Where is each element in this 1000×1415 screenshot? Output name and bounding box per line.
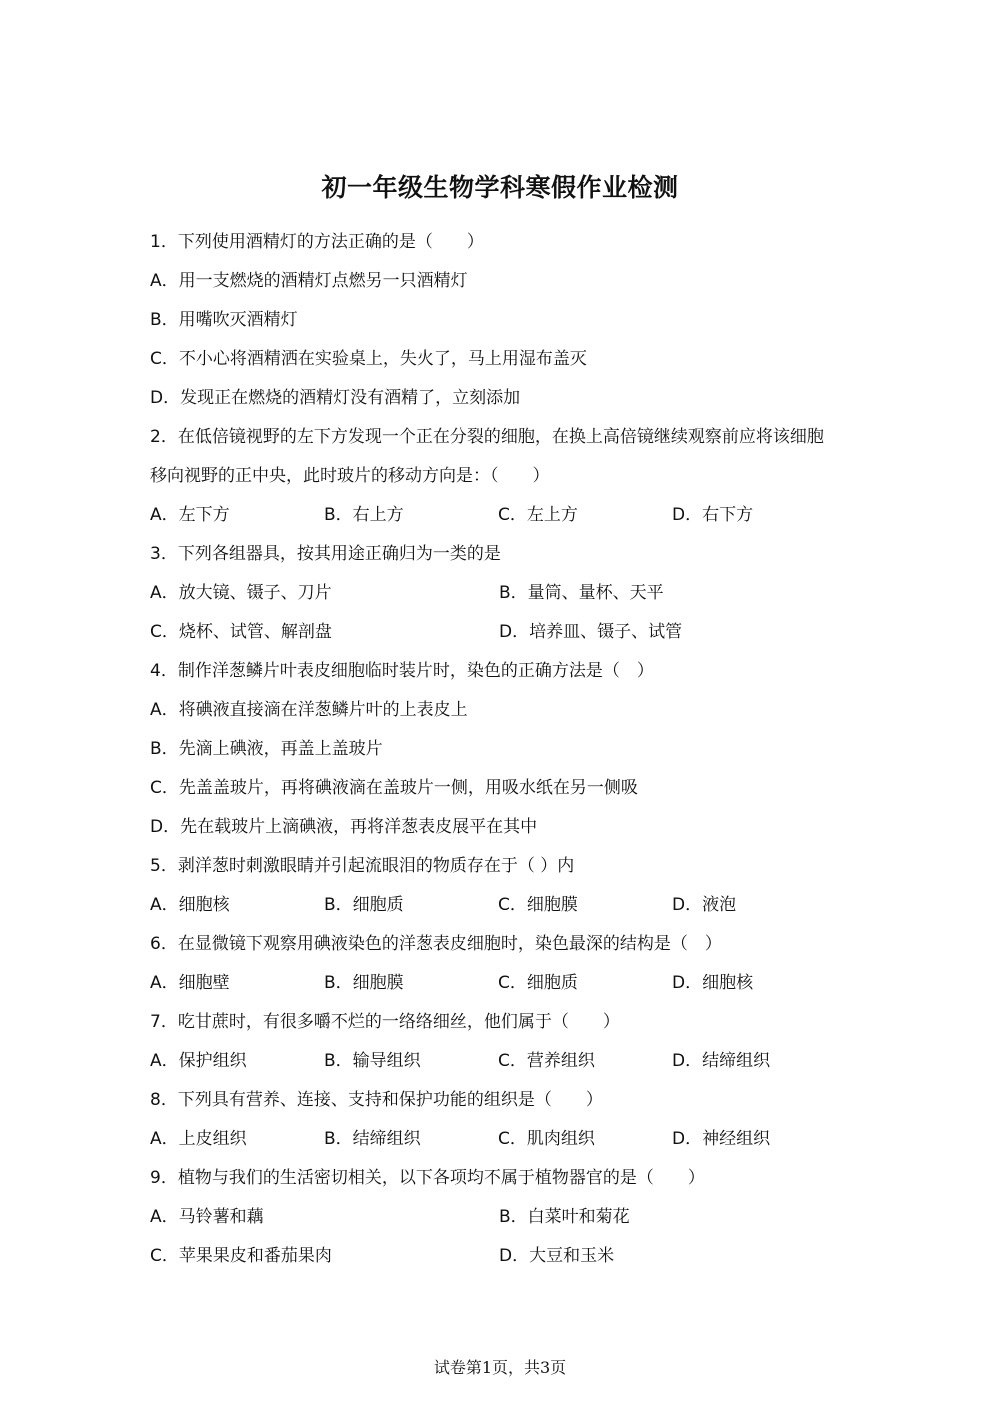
question-6-option-c: C．细胞质: [498, 973, 578, 993]
question-9-options-row-2: [150, 1243, 870, 1282]
question-3-option-a: A．放大镜、镊子、刀片: [150, 583, 332, 603]
question-3-option-d: D．培养皿、镊子、试管: [499, 622, 683, 642]
question-6-option-b: B．细胞膜: [324, 973, 404, 993]
question-7-option-d: D．结缔组织: [672, 1051, 771, 1071]
page-footer: 试卷第1页，共3页: [433, 1358, 567, 1377]
question-6-options: [150, 970, 870, 1009]
question-5-option-b: B．细胞质: [324, 895, 404, 915]
question-9-option-b: B．白菜叶和菊花: [499, 1207, 630, 1227]
question-8-stem: 8．下列具有营养、连接、支持和保护功能的组织是（ ）: [150, 1090, 603, 1110]
question-1-option-d: D．发现正在燃烧的酒精灯没有酒精了，立刻添加: [150, 388, 521, 408]
question-8-option-c: C．肌肉组织: [498, 1129, 595, 1149]
question-7-stem: 7．吃甘蔗时，有很多嚼不烂的一络络细丝，他们属于（ ）: [150, 1012, 620, 1032]
question-7-options: [150, 1048, 870, 1087]
question-9-option-d: D．大豆和玉米: [499, 1246, 615, 1266]
question-4-option-d: D．先在载玻片上滴碘液，再将洋葱表皮展平在其中: [150, 817, 538, 837]
question-2-option-a: A．左下方: [150, 505, 230, 525]
question-7-option-a: A．保护组织: [150, 1051, 247, 1071]
question-2-stem-line-2: 移向视野的正中央，此时玻片的移动方向是：（ ）: [150, 466, 550, 486]
question-5-options: [150, 892, 870, 931]
question-4-option-c: C．先盖盖玻片，再将碘液滴在盖玻片一侧，用吸水纸在另一侧吸: [150, 778, 638, 798]
question-3-option-b: B．量筒、量杯、天平: [499, 583, 664, 603]
question-9-option-a: A．马铃薯和藕: [150, 1207, 264, 1227]
question-4-option-b: B．先滴上碘液，再盖上盖玻片: [150, 739, 383, 759]
question-1-option-a: A．用一支燃烧的酒精灯点燃另一只酒精灯: [150, 271, 468, 291]
question-2-stem-line-1: 2．在低倍镜视野的左下方发现一个正在分裂的细胞，在换上高倍镜继续观察前应将该细胞: [150, 427, 824, 447]
question-1-option-c: C．不小心将酒精洒在实验桌上，失火了，马上用湿布盖灭: [150, 349, 587, 369]
question-2-options: [150, 502, 870, 541]
question-8-option-b: B．结缔组织: [324, 1129, 421, 1149]
question-1-option-b: B．用嘴吹灭酒精灯: [150, 310, 298, 330]
question-1-stem: 1．下列使用酒精灯的方法正确的是（ ）: [150, 232, 484, 252]
question-6-option-d: D．细胞核: [672, 973, 754, 993]
question-list: [150, 229, 870, 1282]
question-5-option-c: C．细胞膜: [498, 895, 578, 915]
question-6-option-a: A．细胞壁: [150, 973, 230, 993]
question-2-option-c: C．左上方: [498, 505, 578, 525]
question-2-option-d: D．右下方: [672, 505, 754, 525]
question-5-option-d: D．液泡: [672, 895, 737, 915]
question-4-option-a: A．将碘液直接滴在洋葱鳞片叶的上表皮上: [150, 700, 468, 720]
question-3-options-row-2: [150, 619, 870, 658]
question-8-option-d: D．神经组织: [672, 1129, 771, 1149]
question-6-stem: 6．在显微镜下观察用碘液染色的洋葱表皮细胞时，染色最深的结构是（ ）: [150, 934, 722, 954]
question-9-stem: 9．植物与我们的生活密切相关，以下各项均不属于植物器官的是（ ）: [150, 1168, 705, 1188]
question-9-option-c: C．苹果果皮和番茄果肉: [150, 1246, 332, 1266]
question-5-option-a: A．细胞核: [150, 895, 230, 915]
page-title: 初一年级生物学科寒假作业检测: [321, 173, 679, 202]
question-7-option-c: C．营养组织: [498, 1051, 595, 1071]
question-7-option-b: B．输导组织: [324, 1051, 421, 1071]
question-4-stem: 4．制作洋葱鳞片叶表皮细胞临时装片时，染色的正确方法是（ ）: [150, 661, 654, 681]
question-3-stem: 3．下列各组器具，按其用途正确归为一类的是: [150, 544, 501, 564]
question-2-option-b: B．右上方: [324, 505, 404, 525]
question-3-options-row-1: [150, 580, 870, 619]
question-8-options: [150, 1126, 870, 1165]
question-9-options-row-1: [150, 1204, 870, 1243]
question-3-option-c: C．烧杯、试管、解剖盘: [150, 622, 332, 642]
question-5-stem: 5．剥洋葱时刺激眼睛并引起流眼泪的物质存在于（ ）内: [150, 856, 575, 876]
question-8-option-a: A．上皮组织: [150, 1129, 247, 1149]
